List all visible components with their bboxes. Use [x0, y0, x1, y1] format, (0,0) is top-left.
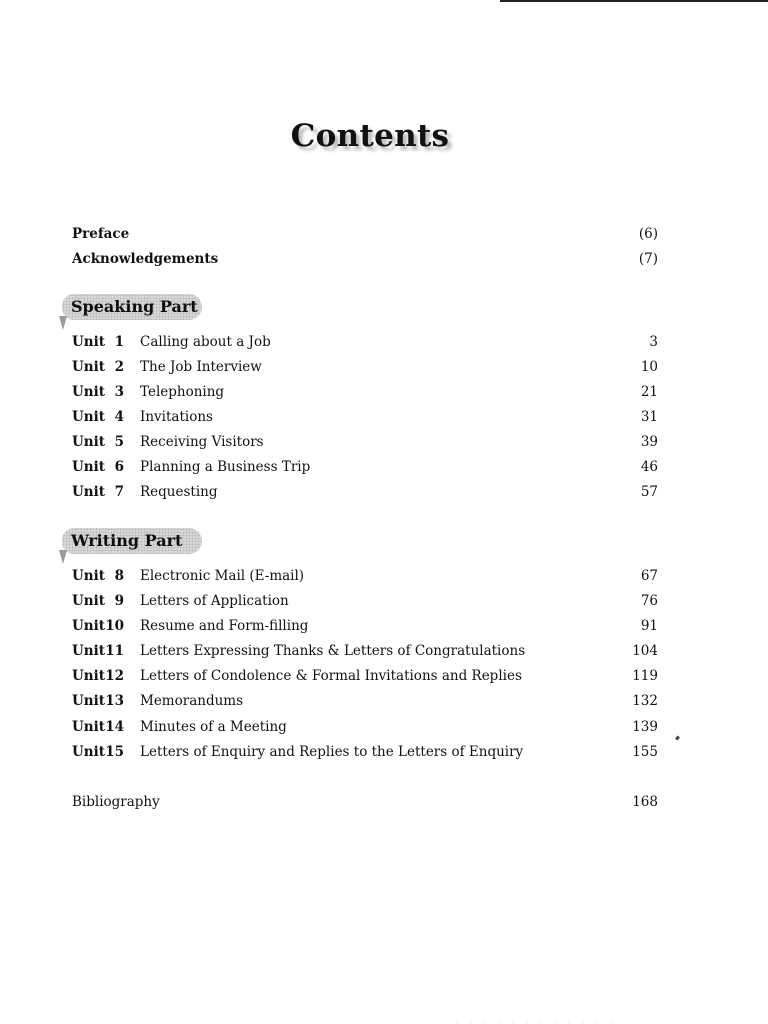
- unit-word: Unit: [72, 618, 105, 634]
- unit-title: Letters Expressing Thanks & Letters of Congratulations: [140, 643, 526, 659]
- toc-unit-row: [72, 565, 658, 587]
- unit-page: 10: [640, 359, 658, 375]
- top-edge-rule: [500, 0, 768, 2]
- unit-page: 139: [632, 719, 658, 735]
- toc-unit-row: [72, 615, 658, 637]
- unit-word: Unit: [72, 359, 105, 375]
- toc-unit-row: [72, 331, 658, 353]
- toc-entry-label: Bibliography: [72, 794, 160, 810]
- toc-entry-page: 168: [632, 794, 658, 810]
- unit-word: Unit: [72, 668, 105, 684]
- unit-number: 8: [114, 568, 124, 584]
- unit-number: 10: [105, 618, 124, 634]
- section-heading-writing: [62, 528, 206, 556]
- unit-number: 2: [114, 359, 124, 375]
- toc-unit-row: [72, 481, 658, 503]
- unit-word: Unit: [72, 334, 105, 350]
- unit-word: Unit: [72, 643, 105, 659]
- toc-unit-row: [72, 716, 658, 738]
- toc-entry-preface: [72, 223, 658, 245]
- toc-entry-label: Acknowledgements: [72, 251, 219, 267]
- unit-number: 5: [114, 434, 124, 450]
- unit-number: 6: [114, 459, 124, 475]
- unit-title: The Job Interview: [140, 359, 262, 375]
- unit-number: 11: [105, 643, 124, 659]
- unit-page: 21: [640, 384, 658, 400]
- unit-title: Resume and Form-filling: [140, 618, 309, 634]
- unit-title: Minutes of a Meeting: [140, 719, 287, 735]
- unit-word: Unit: [72, 719, 105, 735]
- unit-page: 67: [640, 568, 658, 584]
- unit-title: Memorandums: [140, 693, 244, 709]
- unit-page: 46: [640, 459, 658, 475]
- unit-title: Calling about a Job: [140, 334, 271, 350]
- section-heading-text: Speaking Part: [71, 297, 198, 316]
- unit-number: 1: [114, 334, 124, 350]
- unit-page: 57: [640, 484, 658, 500]
- unit-word: Unit: [72, 459, 105, 475]
- toc-unit-row: [72, 690, 658, 712]
- section-marker-icon: [59, 550, 67, 564]
- toc-unit-row: [72, 431, 658, 453]
- unit-word: Unit: [72, 568, 105, 584]
- bottom-scan-dots: [450, 1020, 620, 1024]
- unit-page: 104: [632, 643, 658, 659]
- toc-unit-row: [72, 640, 658, 662]
- unit-word: Unit: [72, 384, 105, 400]
- unit-title: Letters of Enquiry and Replies to the Letters of Enquiry: [140, 744, 524, 760]
- unit-title: Electronic Mail (E-mail): [140, 568, 305, 584]
- unit-page: 76: [640, 593, 658, 609]
- unit-number: 12: [105, 668, 124, 684]
- unit-word: Unit: [72, 434, 105, 450]
- unit-number: 15: [105, 744, 124, 760]
- unit-number: 3: [114, 384, 124, 400]
- unit-title: Letters of Condolence & Formal Invitations and Replies: [140, 668, 522, 684]
- unit-page: 155: [632, 744, 658, 760]
- unit-page: 3: [649, 334, 658, 350]
- unit-page: 132: [632, 693, 658, 709]
- unit-page: 91: [640, 618, 658, 634]
- unit-title: Letters of Application: [140, 593, 289, 609]
- toc-unit-row: [72, 406, 658, 428]
- unit-title: Receiving Visitors: [140, 434, 264, 450]
- section-marker-icon: [59, 316, 67, 330]
- unit-page: 39: [640, 434, 658, 450]
- toc-unit-row: [72, 381, 658, 403]
- scan-speck: [675, 736, 680, 741]
- section-heading-text: Writing Part: [71, 531, 183, 550]
- unit-word: Unit: [72, 409, 105, 425]
- unit-word: Unit: [72, 484, 105, 500]
- unit-number: 14: [105, 719, 124, 735]
- unit-number: 4: [114, 409, 124, 425]
- unit-number: 13: [105, 693, 124, 709]
- unit-word: Unit: [72, 744, 105, 760]
- unit-title: Requesting: [140, 484, 218, 500]
- toc-entry-page: (7): [638, 251, 658, 267]
- unit-word: Unit: [72, 593, 105, 609]
- unit-number: 7: [114, 484, 124, 500]
- unit-title: Planning a Business Trip: [140, 459, 311, 475]
- unit-page: 119: [632, 668, 658, 684]
- toc-unit-row: [72, 456, 658, 478]
- toc-unit-row: [72, 741, 658, 763]
- unit-title: Telephoning: [140, 384, 225, 400]
- toc-unit-row: [72, 590, 658, 612]
- unit-number: 9: [114, 593, 124, 609]
- toc-entry-acknowledgements: [72, 248, 658, 270]
- page-title: Contents: [290, 118, 450, 154]
- toc-unit-row: [72, 665, 658, 687]
- toc-unit-row: [72, 356, 658, 378]
- toc-entry-page: (6): [638, 226, 658, 242]
- unit-word: Unit: [72, 693, 105, 709]
- toc-entry-label: Preface: [72, 226, 130, 242]
- section-heading-speaking: [62, 294, 206, 322]
- toc-entry-bibliography: [72, 791, 658, 813]
- unit-page: 31: [640, 409, 658, 425]
- unit-title: Invitations: [140, 409, 213, 425]
